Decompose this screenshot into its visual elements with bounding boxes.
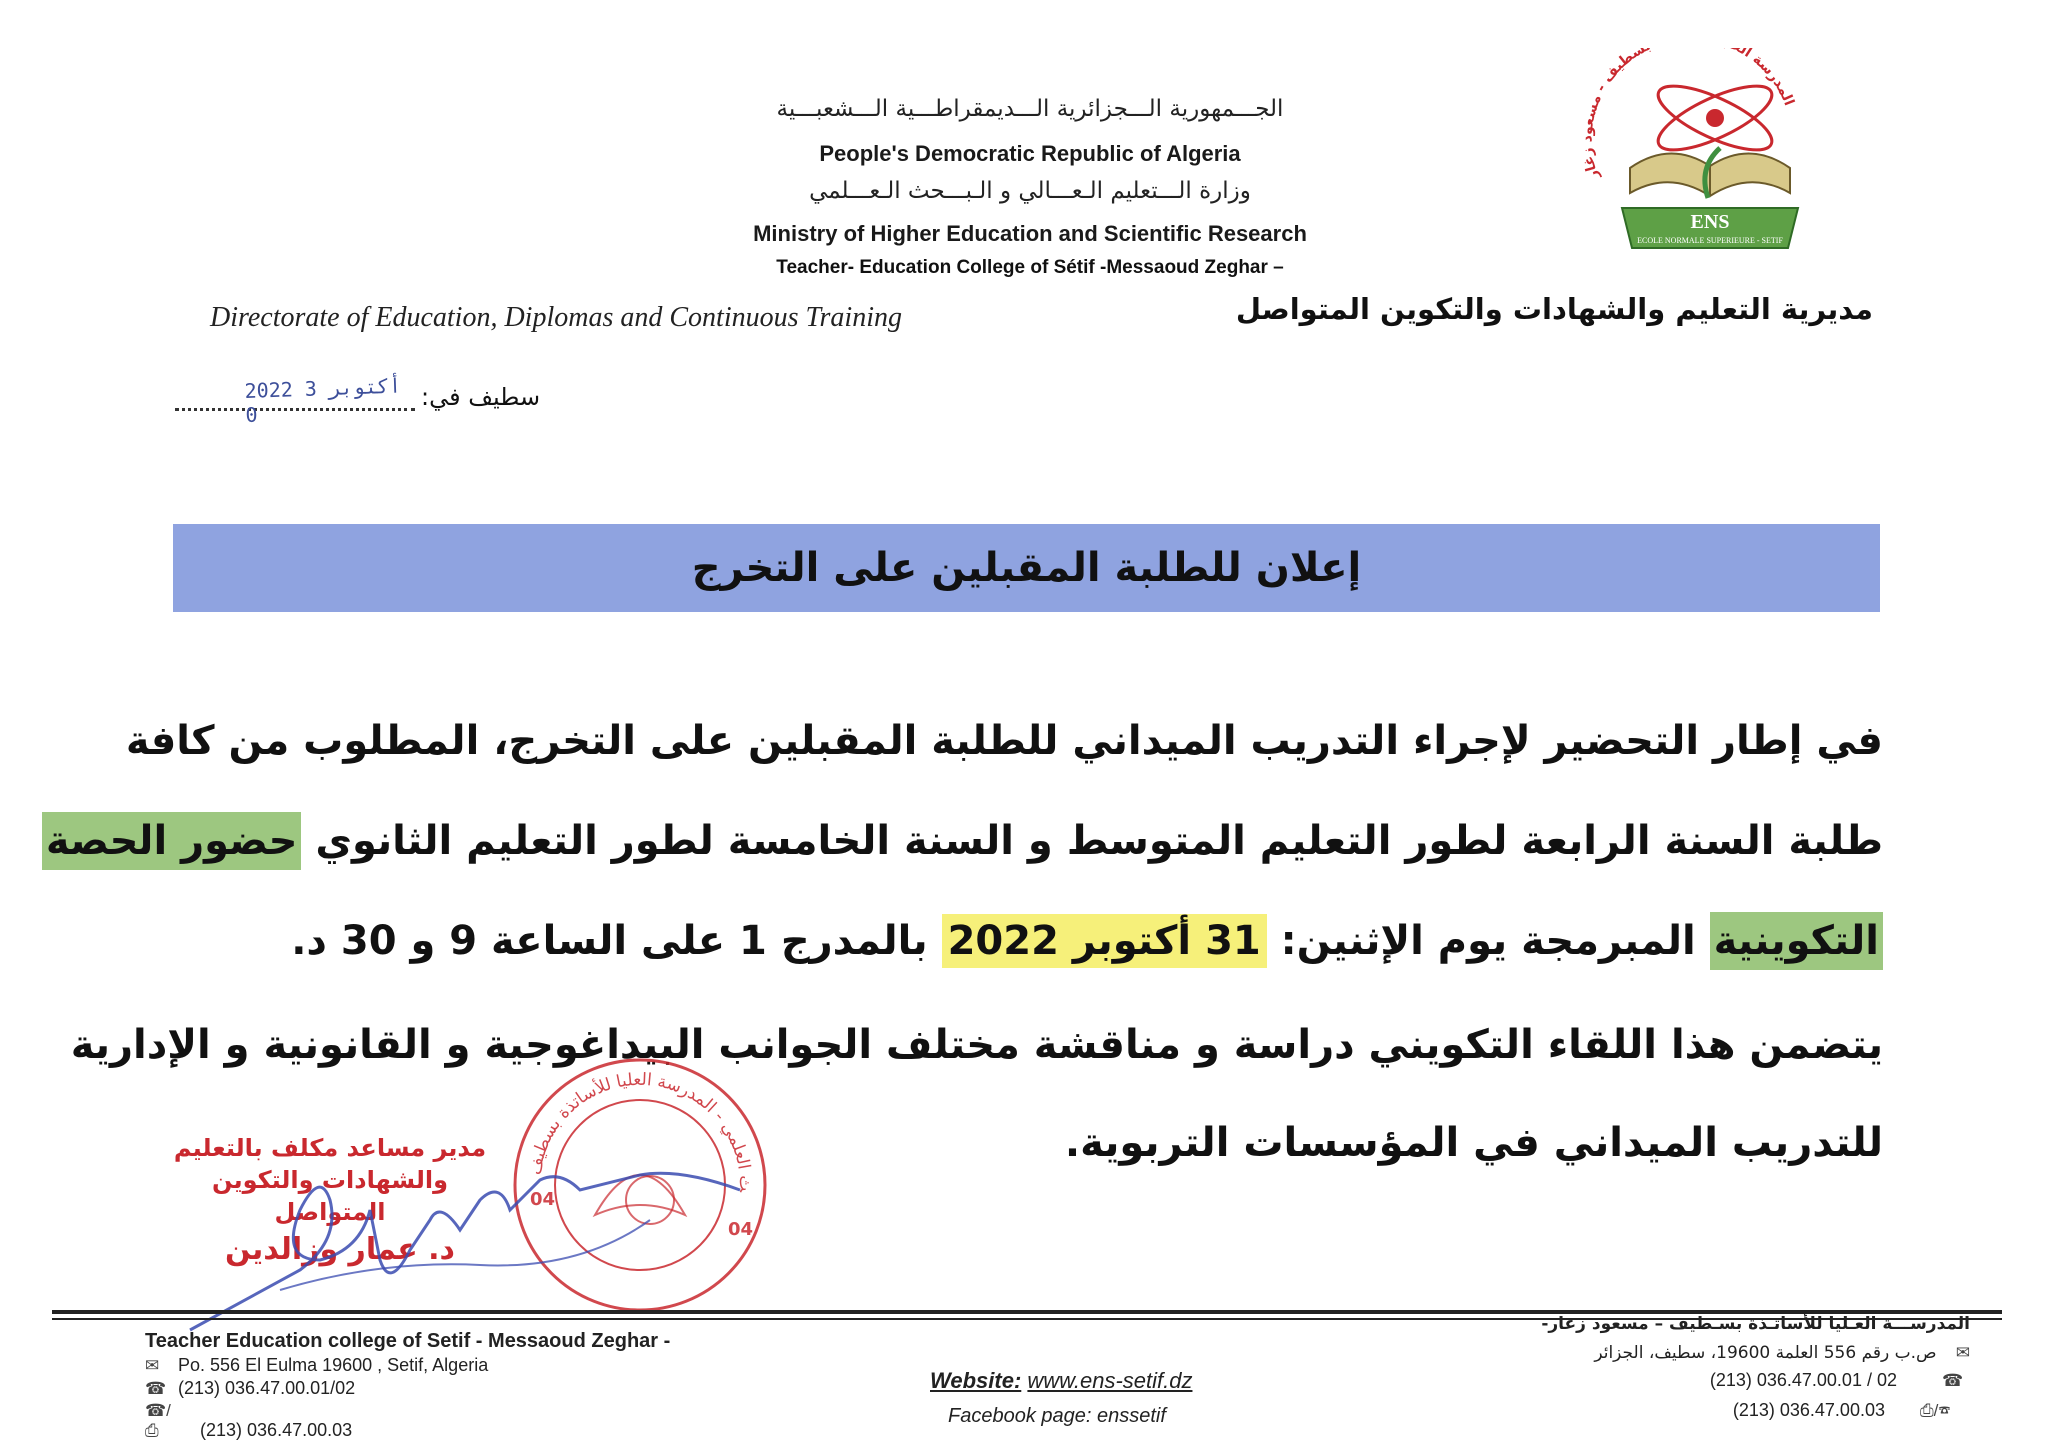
footer-en-title: Teacher Education college of Setif - Messaoud Zeghar - xyxy=(145,1330,671,1352)
footer-en-fax: (213) 036.47.00.03 xyxy=(200,1420,353,1440)
phone-icon: ☎ xyxy=(145,1379,167,1398)
footer-ar-fax: (213) 036.47.00.03 xyxy=(1732,1400,1885,1420)
website-link[interactable]: www.ens-setif.dz xyxy=(1027,1368,1193,1393)
body-line-5: للتدريب الميداني في المؤسسات التربوية. xyxy=(1064,1120,1883,1166)
seal-number-right: 04 xyxy=(728,1219,754,1240)
body-line-2-main: طلبة السنة الرابعة لطور التعليم المتوسط و السنة الخامسة لطور التعليم الثانوي xyxy=(315,818,1883,864)
signature-title-line1: مدير مساعد مكلف بالتعليم xyxy=(173,1134,487,1162)
date-stamp: 2022 أكتوبر 3 0 xyxy=(244,373,402,427)
directorate-en: Directorate of Education, Diplomas and Continuous Training xyxy=(210,302,902,333)
footer-en-fax-row xyxy=(145,1401,352,1441)
footer-ar-title: المدرســـة العـليا للأساتـذة بسـطيف – مسعود زغار- xyxy=(1541,1314,1970,1334)
website-label: Website: xyxy=(930,1368,1022,1393)
signature-title-line2: والشهادات والتكوين المتواصل xyxy=(211,1166,448,1226)
header-republic-ar: الجـــمهورية الـــجزائرية الـــديمقراطـــية الـــشعبـــية xyxy=(776,96,1284,122)
header-ministry-en: Ministry of Higher Education and Scientific Research xyxy=(753,221,1307,246)
footer-facebook[interactable]: Facebook page: enssetif xyxy=(948,1405,1166,1427)
footer-ar-address-row xyxy=(1594,1343,1970,1363)
footer-en-address: Po. 556 El Eulma 19600 , Setif, Algeria xyxy=(178,1355,489,1375)
body-line-4: يتضمن هذا اللقاء التكويني دراسة و مناقشة مختلف الجوانب البيداغوجية و القانونية و الإدارية xyxy=(70,1022,1883,1068)
footer-website-row xyxy=(930,1368,1192,1394)
fax-phone-icon-ar: ⎙/☎ xyxy=(1920,1401,1951,1420)
header-college-en: Teacher- Education College of Sétif -Messaoud Zeghar – xyxy=(776,257,1284,278)
logo-ens-text: ENS xyxy=(1690,211,1730,233)
header-ministry-ar: وزارة الـــتعليم الـعـــالي و الـبـــحث الـعـــلمي xyxy=(809,178,1251,204)
mail-icon-ar: ✉ xyxy=(1955,1343,1970,1363)
highlight-date: 31 أكتوبر 2022 xyxy=(942,914,1267,968)
seal-arc-text: ث العلمي - المدرسة العليا للأساتذة بسطيف xyxy=(525,1069,756,1193)
body-line-2 xyxy=(42,818,1883,864)
logo-ens-subtext: ECOLE NORMALE SUPERIEURE - SETIF xyxy=(1637,236,1783,245)
footer-ar-address: ص.ب رقم 556 العلمة 19600، سطيف، الجزائر xyxy=(1594,1343,1937,1363)
body-line-3-a: المبرمجة يوم الإثنين: xyxy=(1280,918,1696,964)
signature-name: د. عمار وزالدين xyxy=(225,1232,455,1267)
announcement-banner xyxy=(173,524,1880,612)
phone-icon-ar: ☎ xyxy=(1942,1371,1964,1390)
body-line-3-b: بالمدرج 1 على الساعة 9 و 30 د. xyxy=(291,918,928,964)
footer-ar-phone-row xyxy=(1710,1370,1970,1391)
ens-logo xyxy=(1570,48,1830,258)
footer-en-phone: (213) 036.47.00.01/02 xyxy=(178,1378,356,1398)
highlight-attendance: حضور الحصة xyxy=(42,812,302,870)
footer-ar-phone: (213) 036.47.00.01 / 02 xyxy=(1709,1370,1897,1390)
footer-en-address-row xyxy=(145,1355,488,1376)
body-line-1: في إطار التحضير لإجراء التدريب الميداني للطلبة المقبلين على التخرج، المطلوب من كافة xyxy=(125,718,1883,764)
body-line-3 xyxy=(291,918,1883,964)
announcement-title: إعلان للطلبة المقبلين على التخرج xyxy=(691,545,1362,591)
directorate-ar: مديرية التعليم والشهادات والتكوين المتواصل xyxy=(1235,292,1873,326)
footer-en-phone-row xyxy=(145,1378,355,1399)
logo-arc-text: المدرسة ال سطيف - مسعود زغار xyxy=(1579,48,1797,182)
mail-icon: ✉ xyxy=(145,1356,160,1375)
date-label: سطيف في: xyxy=(421,383,541,411)
highlight-training: التكوينية xyxy=(1710,912,1883,970)
date-field xyxy=(175,373,415,427)
header-republic-en: People's Democratic Republic of Algeria xyxy=(819,141,1241,166)
phone-fax-icon: ☎/⎙ xyxy=(145,1401,171,1440)
footer-ar-fax-row xyxy=(1733,1400,1970,1421)
seal-number-left: 04 xyxy=(530,1189,556,1210)
date-line xyxy=(175,373,541,427)
